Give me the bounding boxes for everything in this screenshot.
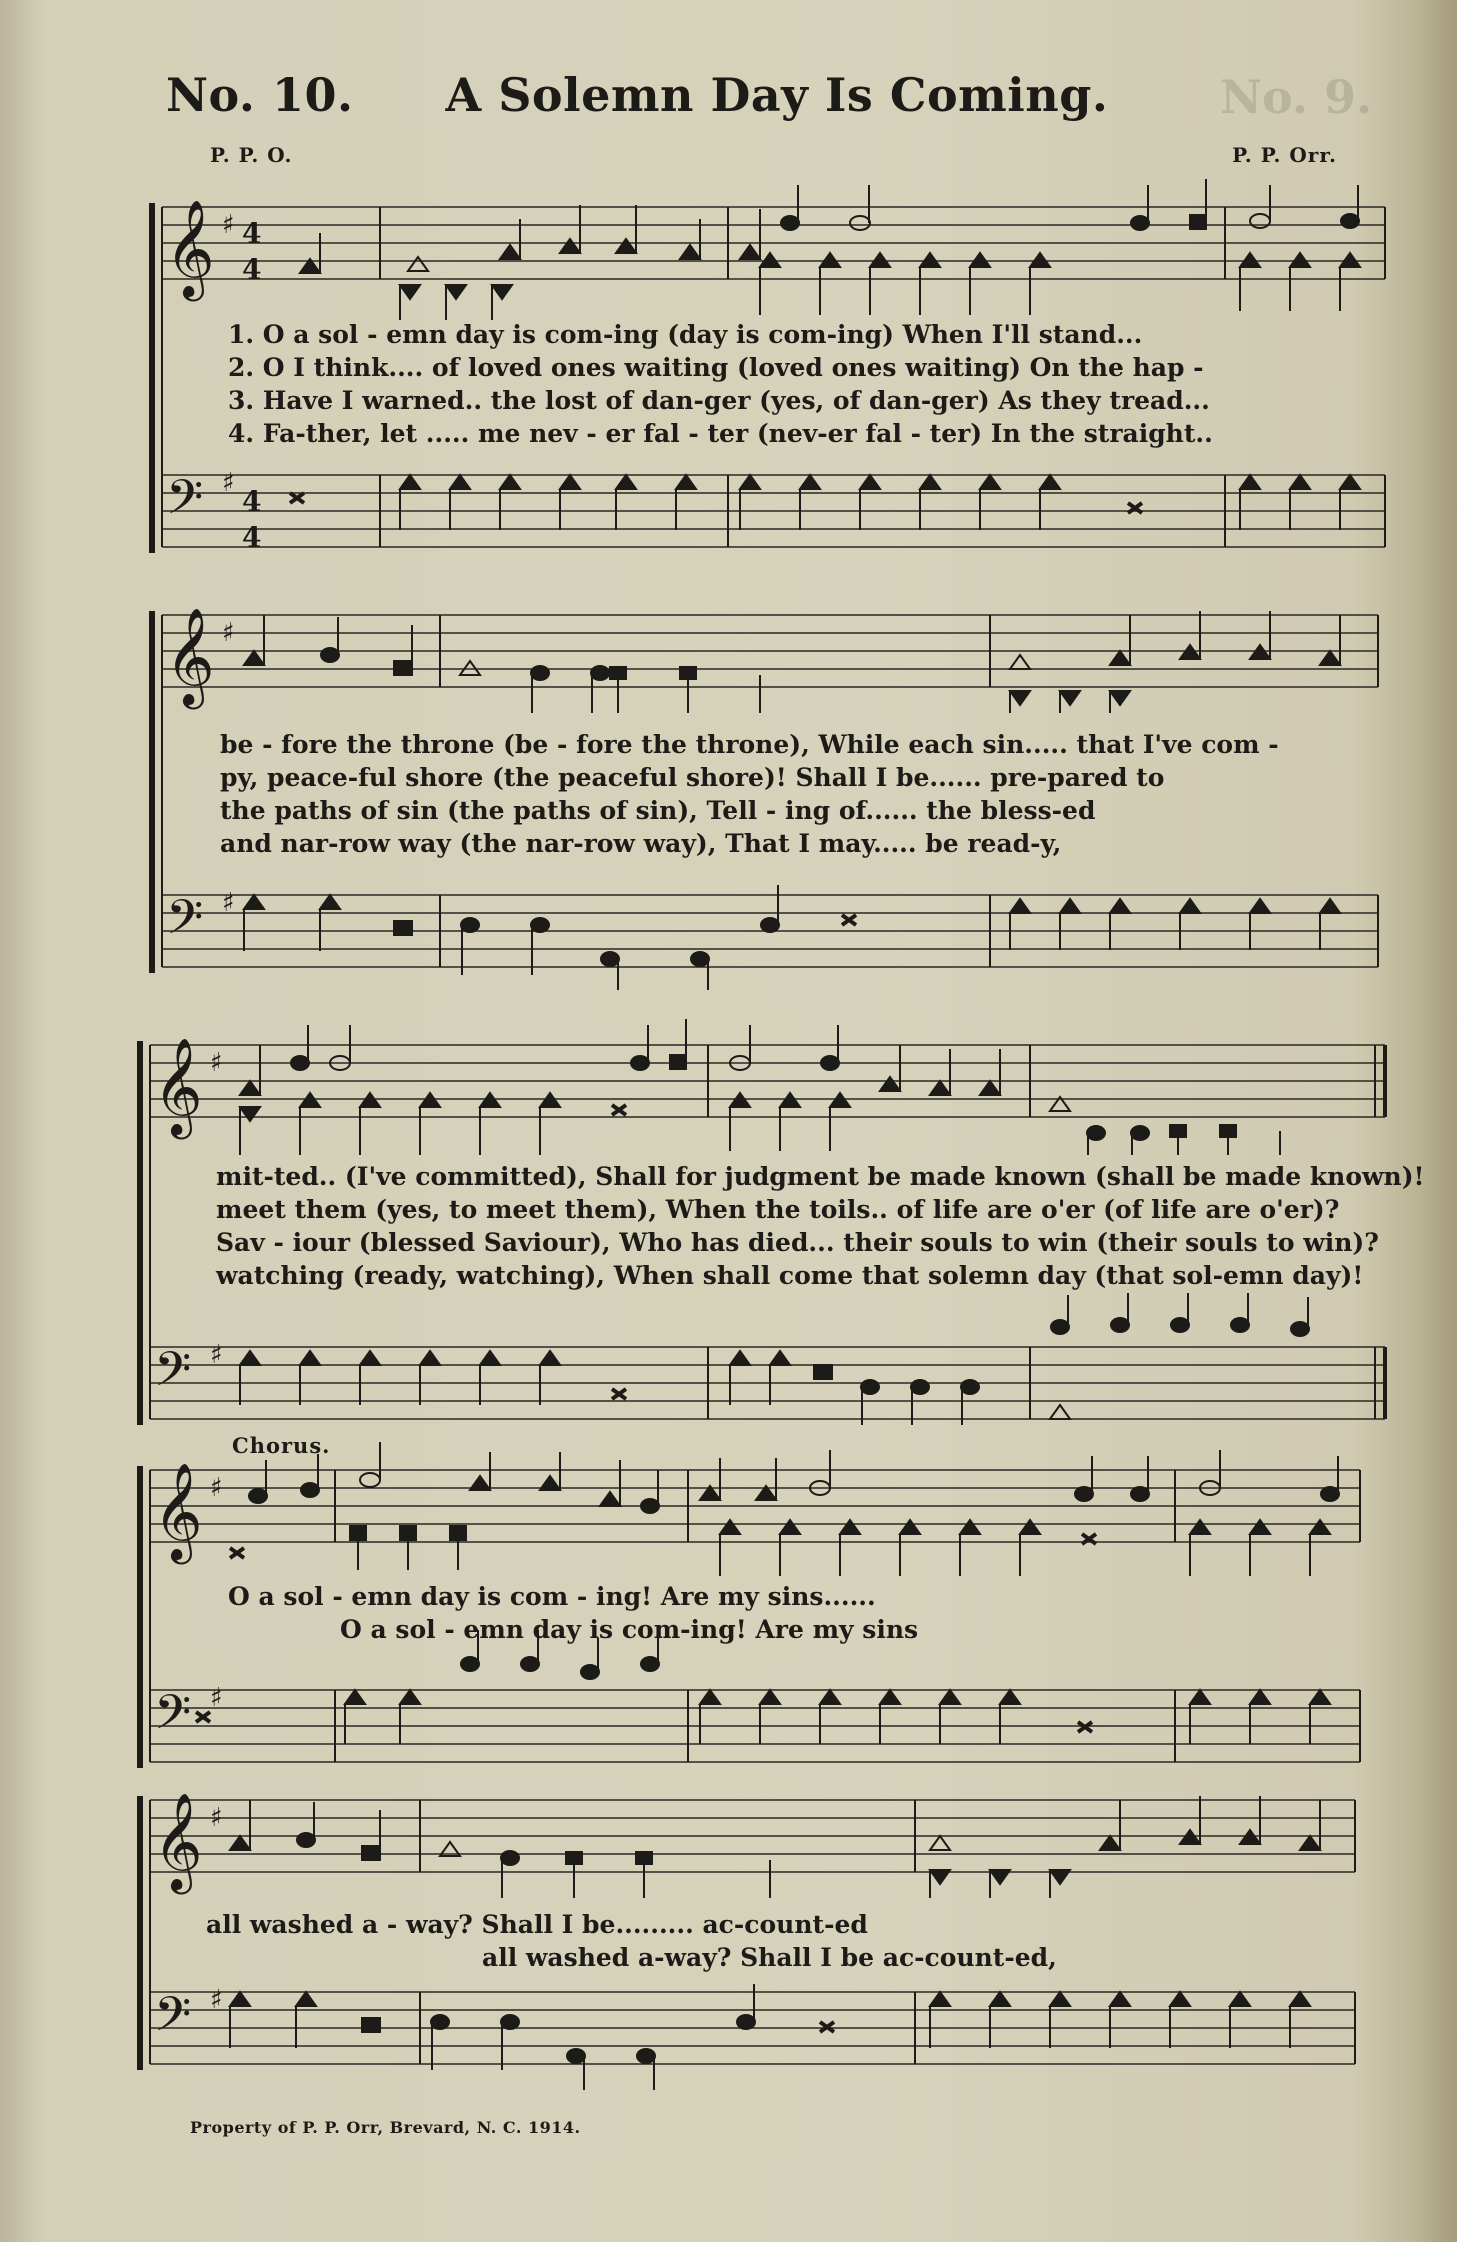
bass-staff	[150, 1690, 1360, 1762]
verse-2-line: meet them (yes, to meet them), When the toils.. of life are o'er (of life are o'er)?	[216, 1195, 1340, 1224]
verse-4-line: 4. Fa-ther, let ..... me nev - er fal - ter (nev-er fal - ter) In the straight..	[228, 419, 1213, 448]
treble-staff	[150, 1470, 1360, 1542]
verse-2-line: 2. O I think.... of loved ones waiting (loved ones waiting) On the hap -	[228, 353, 1204, 382]
time-signature-icon: 4	[242, 485, 262, 518]
bass-clef-icon: 𝄢	[154, 1986, 192, 2054]
bass-notes	[196, 1630, 1330, 1744]
key-signature-icon: ♯	[210, 1473, 223, 1503]
verse-3-line: 3. Have I warned.. the lost of dan-ger (yes, of dan-ger) As they tread...	[228, 386, 1210, 415]
key-signature-icon: ♯	[210, 1985, 223, 2015]
chorus-upper-line: all washed a - way? Shall I be......... ac-count-ed	[206, 1910, 868, 1939]
verse-lyrics-system-3	[216, 1160, 1425, 1292]
chorus-lyrics-system-5	[206, 1908, 1057, 1974]
bass-clef-icon: 𝄢	[154, 1341, 192, 1409]
hymn-title: A Solemn Day Is Coming.	[445, 68, 1109, 122]
chorus-lower-line: O a sol - emn day is com-ing! Are my sins	[340, 1615, 919, 1644]
chorus-upper-line: O a sol - emn day is com - ing! Are my sins......	[228, 1582, 876, 1611]
key-signature-icon: ♯	[222, 210, 235, 240]
key-signature-icon: ♯	[222, 618, 235, 648]
bass-staff	[162, 475, 1385, 547]
bass-clef-icon: 𝄢	[166, 469, 204, 537]
verse-lyrics-system-2	[220, 728, 1279, 860]
music-credit: P. P. Orr.	[1232, 143, 1337, 167]
bleed-through-text: No. 9.	[1220, 70, 1372, 124]
treble-notes	[300, 179, 1360, 320]
verse-lyrics-system-1	[228, 318, 1213, 450]
chorus-label: Chorus.	[232, 1433, 331, 1458]
key-signature-icon: ♯	[210, 1048, 223, 1078]
bass-notes	[230, 1984, 1310, 2090]
time-signature-icon: 4	[242, 217, 262, 250]
key-signature-icon: ♯	[210, 1683, 223, 1713]
key-signature-icon: ♯	[222, 468, 235, 498]
key-signature-icon: ♯	[222, 888, 235, 918]
treble-notes	[230, 1796, 1320, 1898]
time-signature-icon: 4	[242, 253, 262, 286]
chorus-lyrics-system-4	[228, 1580, 918, 1646]
treble-clef-icon: 𝄞	[165, 199, 215, 297]
bass-notes	[240, 1293, 1309, 1425]
treble-clef-icon: 𝄞	[153, 1792, 203, 1890]
verse-1-line: 1. O a sol - emn day is com-ing (day is com-ing) When I'll stand...	[228, 320, 1143, 349]
treble-staff	[150, 1800, 1355, 1872]
chorus-lower-line: all washed a-way? Shall I be ac-count-ed,	[482, 1943, 1057, 1972]
words-credit: P. P. O.	[210, 143, 293, 167]
bass-notes	[290, 475, 1360, 530]
verse-1-line: mit-ted.. (I've committed), Shall for judgment be made known (shall be made known)!	[216, 1162, 1425, 1191]
key-signature-icon: ♯	[210, 1803, 223, 1833]
verse-4-line: and nar-row way (the nar-row way), That I may..... be read-y,	[220, 829, 1062, 858]
treble-clef-icon: 𝄞	[165, 607, 215, 705]
bass-clef-icon: 𝄢	[154, 1684, 192, 1752]
treble-notes	[244, 611, 1340, 713]
verse-3-line: Sav - iour (blessed Saviour), Who has died... their souls to win (their souls to win)?	[216, 1228, 1379, 1257]
copyright-footer: Property of P. P. Orr, Brevard, N. C. 1914.	[190, 2118, 581, 2137]
treble-notes	[240, 1019, 1280, 1155]
hymn-number: No. 10.	[166, 68, 354, 122]
hymn-heading	[166, 68, 1108, 122]
verse-2-line: py, peace-ful shore (the peaceful shore)! Shall I be...... pre-pared to	[220, 763, 1165, 792]
bass-clef-icon: 𝄢	[166, 889, 204, 957]
treble-clef-icon: 𝄞	[153, 1037, 203, 1135]
treble-clef-icon: 𝄞	[153, 1462, 203, 1560]
verse-1-line: be - fore the throne (be - fore the throne), While each sin..... that I've com -	[220, 730, 1279, 759]
time-signature-icon: 4	[242, 521, 262, 554]
bass-staff	[150, 1347, 1385, 1419]
treble-notes	[230, 1442, 1339, 1576]
bass-notes	[244, 885, 1340, 990]
verse-4-line: watching (ready, watching), When shall come that solemn day (that sol-emn day)!	[216, 1261, 1364, 1290]
treble-staff	[162, 615, 1378, 687]
key-signature-icon: ♯	[210, 1340, 223, 1370]
verse-3-line: the paths of sin (the paths of sin), Tell - ing of...... the bless-ed	[220, 796, 1096, 825]
